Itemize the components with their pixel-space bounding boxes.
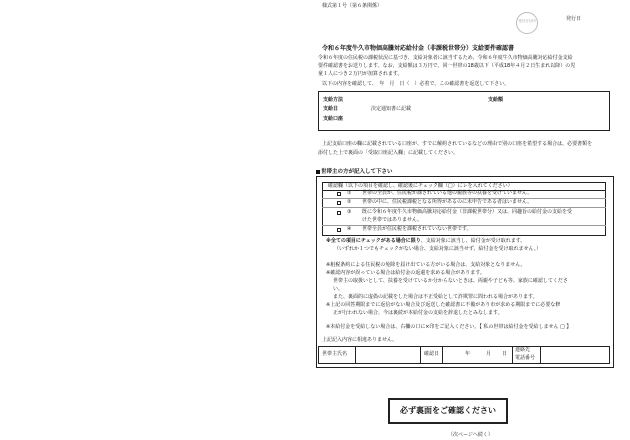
- note-deadline-cont: 正が行われない場合、今は裏続が本給付金の支給を辞退したとみなします。: [333, 310, 503, 316]
- phone-label: 電話番号: [515, 355, 536, 361]
- payment-info-box: [318, 91, 610, 131]
- payment-account-label: 支給口座: [323, 116, 344, 122]
- checkbox-item-2[interactable]: [337, 201, 341, 205]
- item-1-number: ①: [347, 190, 352, 196]
- checkbox-item-4[interactable]: [337, 228, 341, 232]
- item-3-text: 既に令和６年度牛久市物価高騰対応給付金（非課税世帯分）又は、同趣旨の給付金の支給を受: [362, 209, 573, 215]
- intro-line-2: 要件確認書をお送りします。なお、支給額は３万円で、同一世帯の18歳以下（平成18年４月２日生まれ以降）の児: [318, 63, 576, 69]
- note-fraud: また、裏面的に虚偽の記載をした場合は不正受給として詐欺罪に問われる場合があります。: [333, 294, 538, 300]
- note-decline: ※本給付金を受給しない場合は、右欄の口に×印をご記入ください。【 私の世帯は給付金を受給しません □ 】: [326, 324, 572, 330]
- item-4-number: ④: [347, 226, 352, 232]
- note-deadline: ※上記の回答期限までに返信がない場合及び返送した確認書に不備があり市が求める期限までに必要な修: [326, 302, 561, 308]
- deadline-instruction: 以下の内容を確認して、 年 月 日（ ）必着で、この確認書を返送して下さい。: [322, 81, 510, 87]
- section-marker: [316, 170, 320, 174]
- all-checked-warning-rest: 、支給対象に該当し、給付金が受け取れます。: [420, 238, 526, 244]
- checkbox-item-3[interactable]: [337, 211, 341, 215]
- item-3-number: ③: [347, 209, 352, 215]
- checklist-header: 確認欄（以下の項目を確認し、確認後にチェック欄（□）にレを入れてください）: [328, 183, 513, 189]
- householder-name-label: 世帯主氏名: [322, 351, 348, 357]
- check-reverse-side-text: 必ず裏面をご確認ください: [400, 406, 496, 415]
- date-year[interactable]: 年: [465, 351, 471, 357]
- intro-line-3: 童１人につき２万円が加算されます。: [318, 71, 403, 77]
- payment-amount-label: 支給額: [488, 97, 504, 103]
- next-page-note: （次ページへ続く）: [448, 432, 493, 438]
- phone-number-field[interactable]: [541, 347, 609, 363]
- stamp-label: 受付日付印: [518, 19, 536, 23]
- column-divider: [512, 346, 513, 364]
- payment-date-label: 支給日: [323, 106, 339, 112]
- column-divider: [420, 346, 421, 364]
- account-notice-line-1: 上記支給口座の欄に記載されている口座が、すでに解約されているなどの理由で別の口座を希望する場合は、必要書類を: [322, 141, 593, 147]
- issue-date-label: 発行日: [566, 16, 582, 22]
- check-reverse-side-box: [388, 398, 508, 424]
- confirmation-date-label: 確認日: [424, 351, 440, 357]
- contact-label: 連絡先: [515, 347, 531, 353]
- item-2-number: ②: [347, 199, 352, 205]
- checkbox-item-1[interactable]: [337, 192, 341, 196]
- all-checked-warning-strong: ※全ての項目にチェックがある場合に限り: [326, 238, 421, 244]
- consent-statement: 上記記入内容に相違ありません。: [322, 337, 398, 343]
- note-family-check-cont: い。: [333, 286, 344, 292]
- unchecked-warning: （いずれか１つでもチェックがない場合、支給対象に該当せず、給付金を受け取れません。）: [334, 246, 542, 252]
- item-1-text: 世帯の全員が、住民税が課されている他の親族等の扶養を受けていません。: [362, 190, 533, 196]
- row-divider: [322, 207, 606, 208]
- all-checked-warning: [326, 238, 525, 245]
- item-2-text: 世帯の中に、住民税課税となる所得があるのに未申告である者はいません。: [362, 199, 533, 205]
- date-day[interactable]: 日: [502, 351, 508, 357]
- document-title: 令和６年度牛久市物価高騰対応給付金（非課税世帯分）支給要件確認書: [322, 45, 515, 52]
- date-month[interactable]: 月: [486, 351, 492, 357]
- payment-method-label: 支給方法: [323, 97, 344, 103]
- payment-method-value: 決定通知書に記載: [371, 106, 412, 112]
- reception-stamp-area: [516, 12, 538, 34]
- item-4-text: 世帯全員が住民税を課税されていない世帯です。: [362, 226, 472, 232]
- column-divider: [442, 346, 443, 364]
- householder-name-field[interactable]: [356, 347, 419, 363]
- item-3-text-cont: けた世帯ではありません。: [362, 217, 423, 223]
- section-title: 世帯主の方が記入して下さい: [321, 169, 393, 175]
- note-tax-treaty: ※租税条約による住民税の免除を届け出ている方がいる場合は、支給対象となりません。: [326, 262, 526, 268]
- intro-line-1: 令和６年度の住民税の課税状況に基づき、支給対象者に該当するため、令和６年度牛久市物価高騰対応給付金支給: [318, 55, 573, 61]
- note-family-check: 世帯主の取扱いとして、扶養を受けているか分からないときは、両親や子ども等、家族に確認してくださ: [333, 278, 568, 284]
- note-refund: ※確認内容が誤っている場合は給付金の返還を求める場合があります。: [326, 270, 485, 276]
- form-number: 様式第１号（第６条関係）: [322, 3, 383, 9]
- account-notice-line-2: 添付した上で裏面の「受取口座記入欄」に記載してください。: [318, 150, 459, 156]
